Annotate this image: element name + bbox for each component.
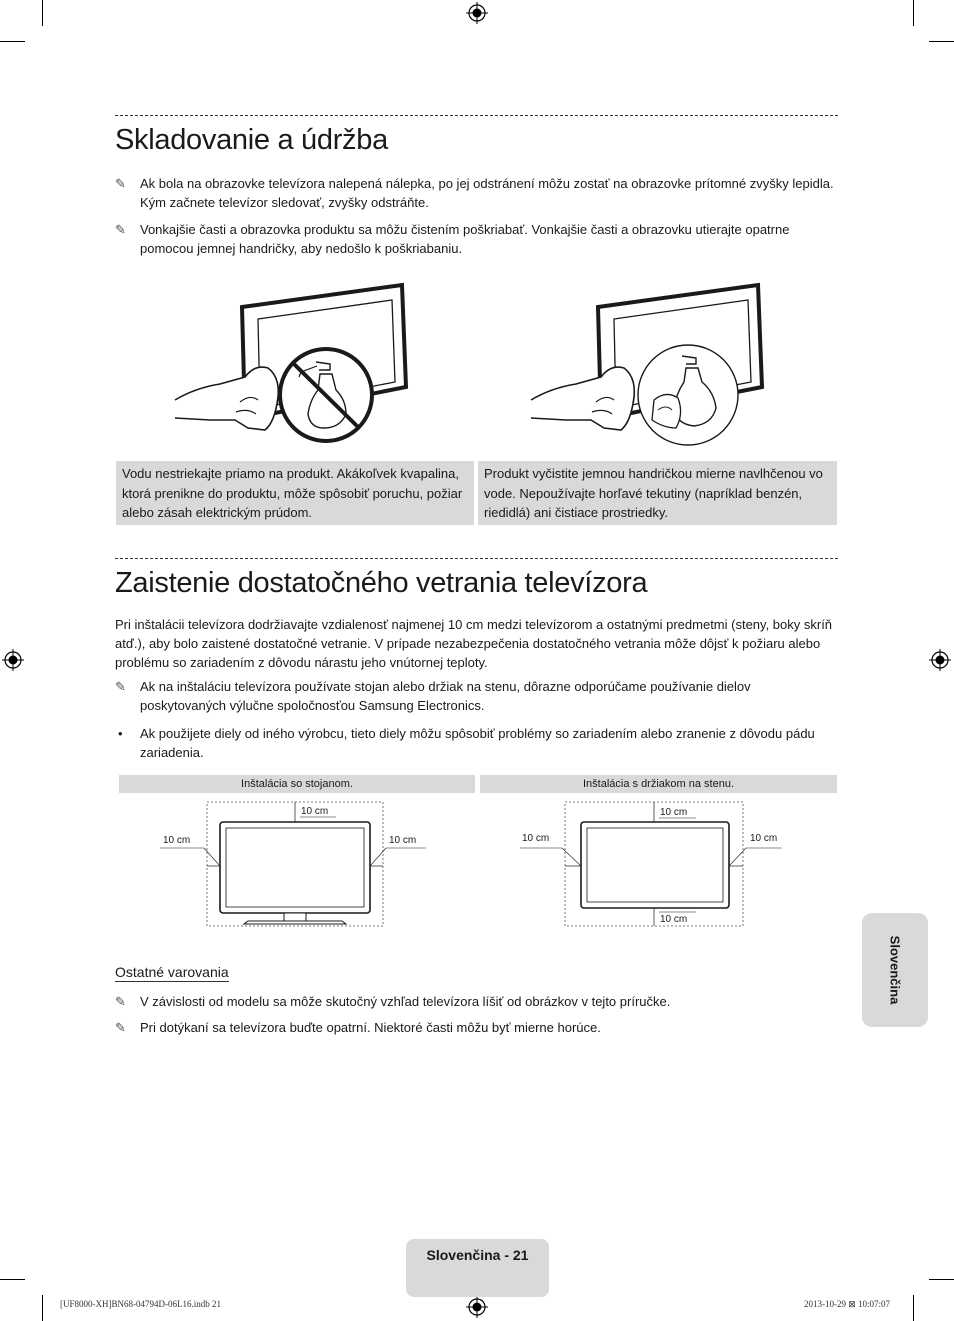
section-title-ventilation: Zaistenie dostatočného vetrania televízora [115,567,648,599]
footer-file-info: [UF8000-XH]BN68-04794D-06L16.indb 21 [60,1299,221,1309]
dim-label-right: 10 cm [750,833,778,844]
footer-timestamp: 2013-10-29 ⊠ 10:07:07 [803,1299,890,1309]
crop-mark [0,1279,25,1280]
dim-label-bottom: 10 cm [660,914,688,925]
bullet-other-parts [115,724,840,762]
registration-mark-icon [2,649,24,671]
dim-label-top: 10 cm [301,806,329,817]
note-text: Ak na inštaláciu televízora používate stojan alebo držiak na stenu, dôrazne odporúčame používanie dielov poskytovaných výlučne spoločnosťou Samsung Electronics. [140,679,751,713]
registration-mark-icon [466,1296,488,1318]
language-side-tab [862,913,928,1027]
note-cleaning [115,220,840,258]
note-pencil-icon: ✎ [115,1020,126,1035]
note-samsung-parts [115,677,840,715]
ventilation-intro: Pri inštalácii televízora dodržiavajte vzdialenosť najmenej 10 cm medzi televízorom a ostatnými predmetmi (steny, boky skríň atď.), aby bolo zaistené dostatočné vetranie. V prípade nezabezpečenia dostatočného vetrania môže dôjsť k požiaru alebo problému so zariadením z dôvodu nárastu jeho vnútornej teploty. [115,617,833,670]
note-hot-parts [115,1018,840,1037]
bullet-icon: • [118,726,123,741]
dim-label-top: 10 cm [660,807,688,818]
dim-label-left: 10 cm [522,833,550,844]
page-number-tab [406,1239,549,1297]
crop-mark [913,1295,914,1321]
note-appearance [115,992,840,1011]
wall-diagram [520,800,785,928]
dim-label-left: 10 cm [163,835,191,846]
dim-label-right: 10 cm [389,835,417,846]
stand-install-header: Inštalácia so stojanom. [119,775,475,793]
bullet-text: Ak použijete diely od iného výrobcu, tieto diely môžu spôsobiť problémy so zariadením alebo zranenie z dôvodu pádu zariadenia. [140,726,815,760]
crop-mark [929,41,954,42]
note-pencil-icon: ✎ [115,679,126,694]
crop-mark [929,1279,954,1280]
crop-mark [913,0,914,26]
section-title-storage: Skladovanie a údržba [115,124,388,156]
note-text: Ak bola na obrazovke televízora nalepená nálepka, po jej odstránení môžu zostať na obrazovke prítomné zvyšky lepidla. Kým začnete televízor sledovať, zvyšky odstráňte. [140,176,834,210]
other-warnings-heading: Ostatné varovania [115,964,229,980]
stand-diagram [160,800,430,928]
crop-mark [0,41,25,42]
note-text: V závislosti od modelu sa môže skutočný vzhľad televízora líšiť od obrázkov v tejto príručke. [140,994,671,1009]
note-text: Vonkajšie časti a obrazovka produktu sa môžu čistením poškriabať. Vonkajšie časti a obrazovku utierajte opatrne pomocou jemnej handričky, aby nedošlo k poškriabaniu. [140,222,790,256]
caption-no-spray: Vodu nestriekajte priamo na produkt. Akákoľvek kvapalina, ktorá prenikne do produktu, môže spôsobiť poruchu, požiar alebo zásah elektrickým prúdom. [116,461,474,525]
note-sticker [115,174,840,212]
note-pencil-icon: ✎ [115,994,126,1009]
language-side-tab-label: Slovenčina [887,935,903,1005]
note-text: Pri dotýkaní sa televízora buďte opatrní. Niektoré časti môžu byť mierne horúce. [140,1020,601,1035]
cloth-clean-illustration [526,282,766,452]
note-pencil-icon: ✎ [115,222,126,237]
no-spray-illustration [170,282,410,452]
page-number-label: Slovenčina - 21 [426,1247,529,1263]
crop-mark [42,1295,43,1321]
wall-install-header: Inštalácia s držiakom na stenu. [480,775,837,793]
registration-mark-icon [929,649,951,671]
section-divider [115,558,838,559]
crop-mark [42,0,43,26]
note-pencil-icon: ✎ [115,176,126,191]
registration-mark-icon [466,2,488,24]
caption-cloth-clean: Produkt vyčistite jemnou handričkou mierne navlhčenou vo vode. Nepoužívajte horľavé tekutiny (napríklad benzén, riedidlá) ani čistiace prostriedky. [478,461,837,525]
section-divider [115,115,838,116]
